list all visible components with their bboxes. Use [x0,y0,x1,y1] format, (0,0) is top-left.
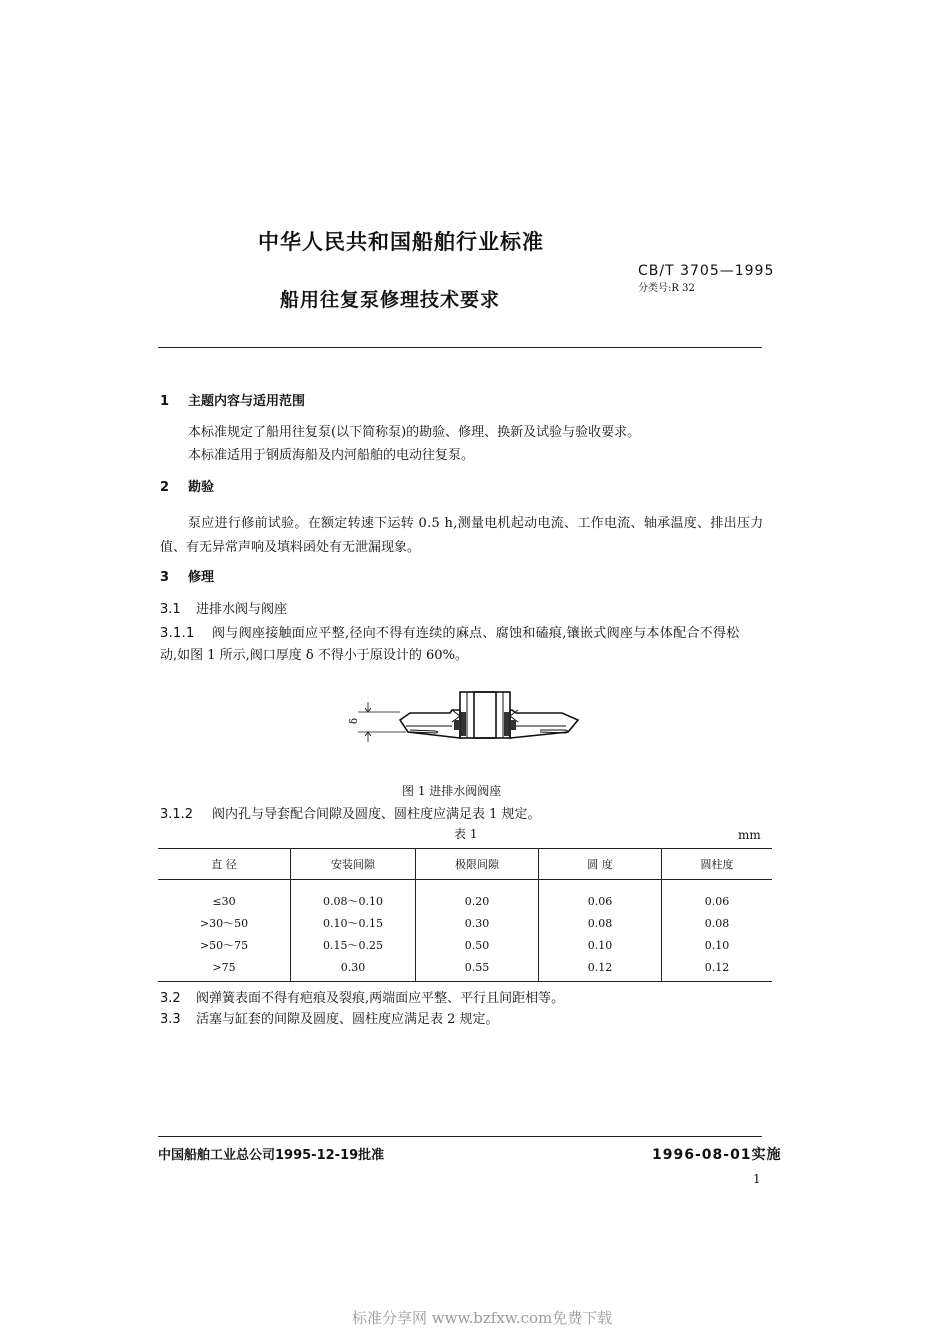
table-cell: 0.06 [662,890,773,912]
table-header-cell: 圆 度 [539,849,662,880]
table-row [158,956,772,982]
clause-3-3: 3.3 活塞与缸套的间隙及圆度、圆柱度应满足表 2 规定。 [160,1012,499,1027]
table-cell: >75 [158,956,291,982]
table-cell: 0.30 [416,912,539,934]
table-1-unit: mm [738,828,761,842]
document-title: 船用往复泵修理技术要求 [280,289,501,311]
page-number: 1 [753,1172,761,1186]
table-cell: 0.10～0.15 [291,912,416,934]
table-cell: 0.20 [416,890,539,912]
table-cell: ≤30 [212,894,236,908]
table-cell: 0.15～0.25 [291,934,416,956]
clause-3-1-1-line-2: 动,如图 1 所示,阀口厚度 δ 不得小于原设计的 60%。 [160,648,468,663]
industry-standard-heading: 中华人民共和国船舶行业标准 [258,230,544,254]
table-header-cell: 直 径 [158,849,291,880]
clause-3-1-2: 3.1.2 阀内孔与导套配合间隙及圆度、圆柱度应满足表 1 规定。 [160,807,541,822]
implementation-date: 1996-08-01实施 [652,1147,782,1163]
section-1-paragraph-2: 本标准适用于钢质海船及内河船舶的电动往复泵。 [188,448,475,463]
table-cell: 0.08 [662,912,773,934]
footer-divider [158,1136,762,1137]
watermark: 标准分享网 www.bzfxw.com免费下载 [352,1309,613,1327]
table-row [158,934,772,956]
table-cell: 0.50 [416,934,539,956]
figure-1-caption: 图 1 进排水阀阀座 [402,784,502,798]
clause-3-2: 3.2 阀弹簧表面不得有疤痕及裂痕,两端面应平整、平行且间距相等。 [160,991,565,1006]
section-3-heading: 3 修理 [160,570,215,585]
section-1-paragraph-1: 本标准规定了船用往复泵(以下简称泵)的勘验、修理、换新及试验与验收要求。 [188,425,641,440]
classification-number: 分类号:R 32 [638,283,695,294]
table-cell: 0.55 [416,956,539,982]
section-2-heading: 2 勘验 [160,480,215,495]
section-2-paragraph-line-2: 值、有无异常声响及填料函处有无泄漏现象。 [160,540,421,555]
table-cell: 0.06 [539,890,662,912]
table-row [158,890,772,912]
standard-number: CB/T 3705—1995 [638,263,775,279]
table-1 [158,848,772,982]
table-cell: 0.08～0.10 [291,890,416,912]
approval-date: 中国船舶工业总公司1995-12-19批准 [158,1148,385,1163]
table-1-title: 表 1 [454,827,478,841]
table-header-cell: 极限间隙 [416,849,539,880]
table-header-cell: 安装间隙 [291,849,416,880]
clause-3-1: 3.1 进排水阀与阀座 [160,602,288,617]
section-1-heading: 1 主题内容与适用范围 [160,394,306,409]
delta-symbol: δ [349,717,360,724]
table-row [158,912,772,934]
table-cell: >30～50 [199,917,249,930]
table-cell: >50～75 [199,939,249,952]
table-cell: 0.30 [291,956,416,982]
table-cell: 0.10 [662,934,773,956]
table-cell: 0.12 [539,956,662,982]
header-divider [158,347,762,348]
table-cell: 0.08 [539,912,662,934]
valve-seat-figure [340,680,600,760]
section-2-paragraph-line-1: 泵应进行修前试验。在额定转速下运转 0.5 h,测量电机起动电流、工作电流、轴承温度、排出压力 [188,516,764,531]
table-cell: 0.10 [539,934,662,956]
table-header-cell: 圆柱度 [662,849,773,880]
table-cell: 0.12 [662,956,773,982]
clause-3-1-1-line-1: 3.1.1 阀与阀座接触面应平整,径向不得有连续的麻点、腐蚀和磕痕,镶嵌式阀座与本体配合不得松 [160,626,740,641]
